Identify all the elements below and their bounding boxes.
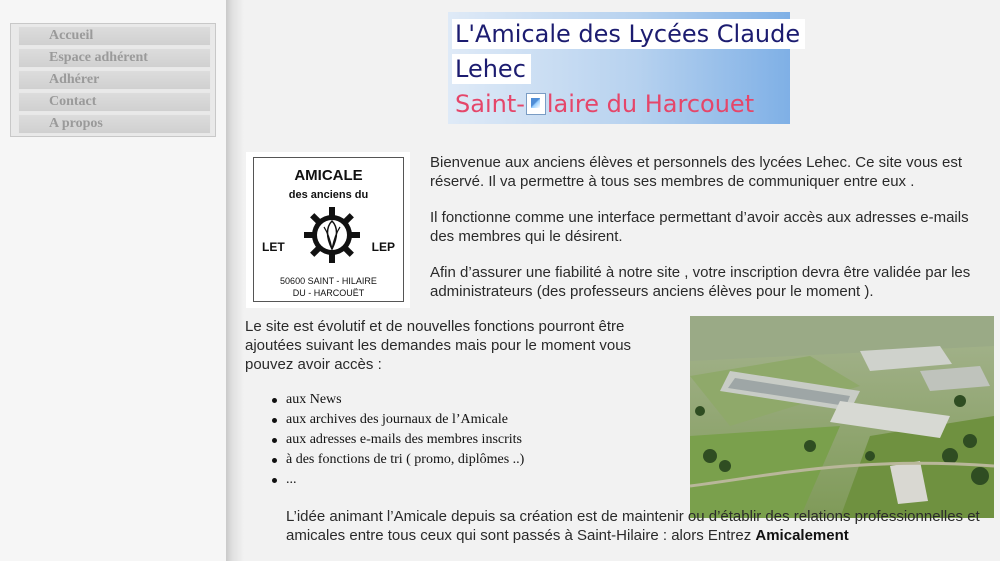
- site-subtitle-end: laire du Harcouet: [546, 90, 755, 118]
- logo-lep-label: LEP: [371, 240, 395, 254]
- welcome-paragraph: Bienvenue aux anciens élèves et personnels des lycées Lehec. Ce site vous est réservé. Il va permettre à tous ses membres de communiquer entre eux .: [430, 154, 962, 190]
- features-intro-paragraph: Le site est évolutif et de nouvelles fonctions pourront être ajoutées suivant les demandes mais pour le moment vous pouvez avoir accès :: [245, 318, 632, 373]
- interface-paragraph: Il fonctionne comme une interface permettant d’avoir accès aux adresses e-mails des membres qui le désirent.: [430, 209, 969, 245]
- aerial-photo: [690, 316, 994, 518]
- sidebar-shadow: [226, 0, 244, 561]
- site-title-banner: [448, 12, 801, 124]
- sidebar: [0, 0, 228, 561]
- gear-emblem-icon: [304, 207, 360, 263]
- closing-text: L’idée animant l’Amicale depuis sa création est de maintenir ou d’établir des relations professionnelles et amicales entre tous ceux qui sont passés à Saint-Hilaire : alors Entrez: [286, 508, 980, 544]
- aerial-photo-image: [690, 316, 994, 518]
- menu-item-a-propos[interactable]: A propos: [18, 114, 211, 134]
- menu-item-contact[interactable]: Contact: [18, 92, 211, 112]
- logo-title: AMICALE: [294, 167, 363, 184]
- list-item: aux archives des journaux de l’Amicale: [272, 410, 524, 430]
- closing-bold-word: Amicalement: [755, 527, 849, 544]
- logo-frame: [253, 157, 404, 302]
- menu-item-accueil[interactable]: Accueil: [18, 26, 211, 46]
- logo-address-line2: DU - HARCOUËT: [292, 288, 365, 298]
- amicale-logo: [246, 152, 410, 308]
- validation-paragraph: Afin d’assurer une fiabilité à notre site , votre inscription devra être validée par les administrateurs (des professeurs anciens élèves pour le moment ).: [430, 264, 971, 300]
- list-item: ...: [272, 470, 524, 490]
- main-menu: [10, 23, 216, 137]
- list-item: à des fonctions de tri ( promo, diplômes ..): [272, 450, 524, 470]
- list-item: aux News: [272, 390, 524, 410]
- feature-list: [272, 390, 524, 490]
- menu-item-espace-adherent[interactable]: Espace adhérent: [18, 48, 211, 68]
- site-subtitle-start: Saint-: [455, 90, 525, 118]
- menu-item-adherer[interactable]: Adhérer: [18, 70, 211, 90]
- closing-paragraph: [286, 507, 986, 545]
- logo-subtitle: des anciens du: [288, 189, 369, 201]
- logo-let-label: LET: [262, 240, 285, 254]
- site-title-line2: Lehec: [452, 54, 531, 84]
- list-item: aux adresses e-mails des membres inscrits: [272, 430, 524, 450]
- broken-image-icon: [526, 93, 546, 115]
- site-subtitle: [452, 89, 757, 119]
- logo-address-line1: 50600 SAINT - HILAIRE: [280, 276, 377, 286]
- site-title-line1: L'Amicale des Lycées Claude: [452, 19, 805, 49]
